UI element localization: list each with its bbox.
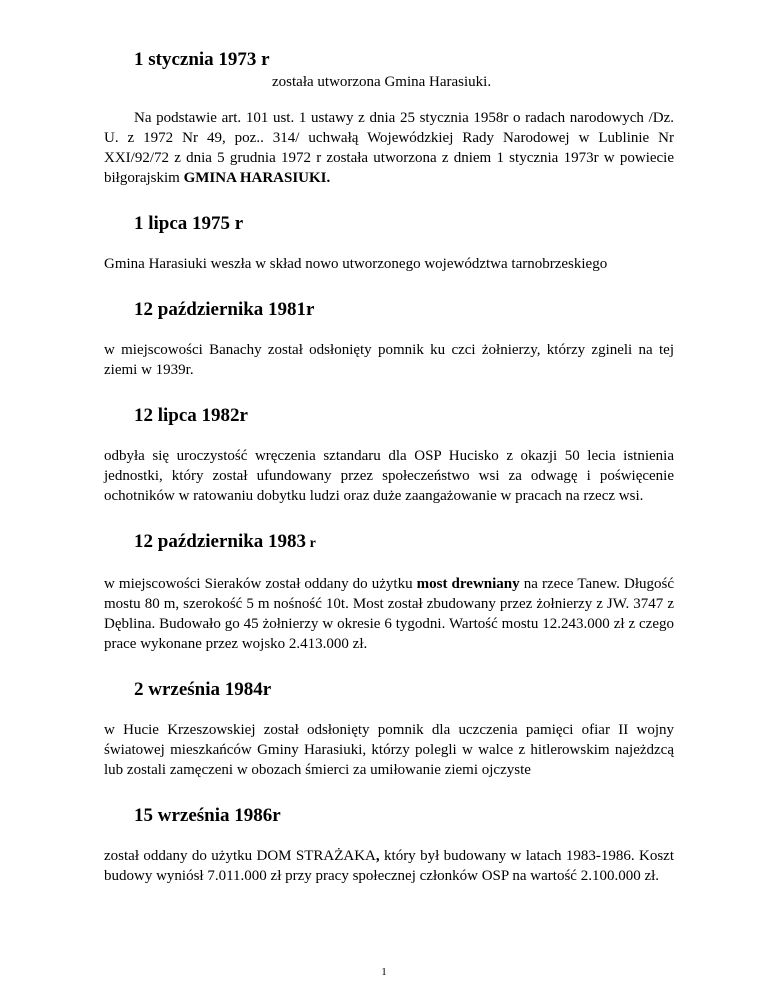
section-body — [104, 846, 674, 886]
section-date-heading: 12 października 1981r — [134, 299, 315, 320]
section-body-text: został oddany do użytku DOM STRAŻAKA — [104, 848, 376, 864]
section-date-heading: 12 lipca 1982r — [134, 405, 248, 426]
section-1973 — [104, 48, 674, 188]
section-body — [104, 108, 674, 188]
section-1981 — [104, 298, 674, 380]
section-body: Gmina Harasiuki weszła w skład nowo utworzonego województwa tarnobrzeskiego — [104, 256, 608, 272]
section-1983 — [104, 530, 674, 654]
section-date-heading: 1 stycznia 1973 r — [134, 49, 270, 70]
section-body-bold: most drewniany — [416, 576, 520, 592]
section-body: w miejscowości Banachy został odsłonięty pomnik ku czci żołnierzy, którzy zgineli na tej ziemi w 1939r. — [104, 342, 674, 378]
section-date-heading: 1 lipca 1975 r — [134, 213, 244, 234]
section-1982 — [104, 404, 674, 506]
section-body-text: w miejscowości Sieraków został oddany do użytku — [104, 576, 417, 592]
section-body-bold: , — [375, 848, 380, 864]
section-body: w Hucie Krzeszowskiej został odsłonięty pomnik dla uczczenia pamięci ofiar II wojny światowej mieszkańców Gminy Harasiuki, którzy polegli w walce z hitlerowskim najeżdzcą lub zostali zamęczeni w obozach śmierci za umiłowanie ziemi ojczyste — [104, 722, 674, 778]
section-1975 — [104, 212, 674, 274]
section-date-heading: 15 września 1986r — [134, 805, 281, 826]
section-body: odbyła się uroczystość wręczenia sztandaru dla OSP Hucisko z okazji 50 lecia istnienia jednostki, który został ufundowany przez społeczeństwo wsi za odwagę i poświęcenie ochotników w ratowaniu dobytku ludzi oraz duże zaangażowanie w pracach na rzecz wsi. — [104, 448, 674, 504]
document-content — [104, 48, 674, 886]
section-body — [104, 574, 674, 654]
section-subtitle: została utworzona Gmina Harasiuki. — [272, 74, 492, 90]
section-date-heading: 2 września 1984r — [134, 679, 272, 700]
section-date-heading — [134, 530, 674, 556]
section-1986 — [104, 804, 674, 886]
section-date-main: 12 października 1983 — [134, 531, 307, 552]
section-body-text-continued: na rzece Tanew. Długość mostu 80 m, szerokość 5 m nośność 10t. Most został zbudowany przez żołnierzy z JW. 3747 z Dęblina. Budowało go 45 żołnierzy w okresie 6 tygodni. Wartość mostu 12.243.000 zł z czego prace wykonane przez wojsko 2.413.000 zł. — [104, 576, 674, 652]
section-1984 — [104, 678, 674, 780]
section-body-text: Na podstawie art. 101 ust. 1 ustawy z dnia 25 stycznia 1958r o radach narodowych /Dz. U. z 1972 Nr 49, poz.. 314/ uchwałą Wojewódzkiej Rady Narodowej w Lublinie Nr XXI/92/72 z dnia 5 grudnia 1972 r została utworzona z dniem 1 stycznia 1973r w powiecie biłgorajskim — [104, 110, 674, 186]
section-date-suffix: r — [306, 536, 316, 551]
page-number: 1 — [381, 966, 387, 978]
section-body-text-continued: który był budowany w latach 1983-1986. Koszt budowy wyniósł 7.011.000 zł przy pracy społecznej członków OSP na wartość 2.100.000 zł. — [104, 848, 675, 884]
section-body-bold: GMINA HARASIUKI. — [183, 170, 331, 186]
